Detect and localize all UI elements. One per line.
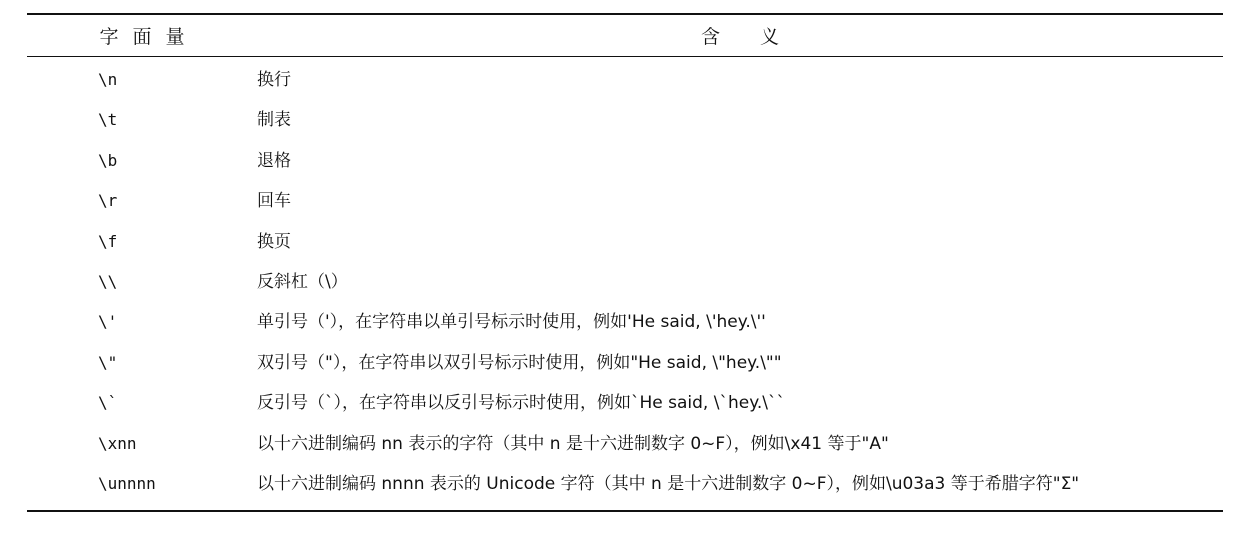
meaning-cell: 制表 bbox=[257, 110, 291, 131]
literal-cell: \\ bbox=[98, 271, 118, 291]
table-row bbox=[27, 466, 1223, 506]
meaning-cell: 以十六进制编码 nn 表示的字符（其中 n 是十六进制数字 0~F），例如\x41 等于"A" bbox=[257, 433, 889, 454]
meaning-cell: 换页 bbox=[257, 231, 291, 252]
meaning-cell: 反斜杠（\） bbox=[257, 271, 348, 292]
table-row bbox=[27, 426, 1223, 466]
table-body bbox=[27, 57, 1223, 510]
table-row bbox=[27, 102, 1223, 142]
table-header-row bbox=[27, 15, 1223, 56]
table-row bbox=[27, 62, 1223, 102]
meaning-cell: 以十六进制编码 nnnn 表示的 Unicode 字符（其中 n 是十六进制数字 0~F），例如\u03a3 等于希腊字符"Σ" bbox=[257, 473, 1080, 494]
literal-cell: \n bbox=[98, 70, 118, 89]
meaning-cell: 退格 bbox=[257, 150, 291, 171]
literal-cell: \` bbox=[98, 393, 118, 413]
meaning-cell: 换行 bbox=[257, 70, 291, 90]
literal-cell: \" bbox=[98, 352, 118, 372]
literal-cell: \f bbox=[98, 231, 118, 251]
literal-cell: \xnn bbox=[98, 433, 137, 453]
header-meaning: 含义 bbox=[700, 26, 819, 48]
meaning-cell: 反引号（`），在字符串以反引号标示时使用，例如`He said, \`hey.\`` bbox=[257, 393, 785, 414]
meaning-cell: 双引号（"），在字符串以双引号标示时使用，例如"He said, \"hey.\"" bbox=[257, 352, 782, 373]
escape-literal-table bbox=[27, 13, 1223, 512]
literal-cell: \' bbox=[98, 312, 118, 332]
literal-cell: \r bbox=[98, 191, 118, 211]
table-row bbox=[27, 345, 1223, 385]
table-row bbox=[27, 183, 1223, 223]
table-row bbox=[27, 224, 1223, 264]
literal-cell: \b bbox=[98, 150, 118, 170]
meaning-cell: 回车 bbox=[257, 191, 291, 212]
literal-cell: \unnnn bbox=[98, 473, 156, 493]
header-literal: 字面量 bbox=[99, 26, 199, 48]
meaning-cell: 单引号（'），在字符串以单引号标示时使用，例如'He said, \'hey.\'' bbox=[257, 312, 766, 333]
table-row bbox=[27, 304, 1223, 344]
literal-cell: \t bbox=[98, 110, 118, 130]
table-row bbox=[27, 264, 1223, 304]
table-row bbox=[27, 385, 1223, 425]
table-row bbox=[27, 143, 1223, 183]
table-bottom-rule bbox=[27, 510, 1223, 512]
